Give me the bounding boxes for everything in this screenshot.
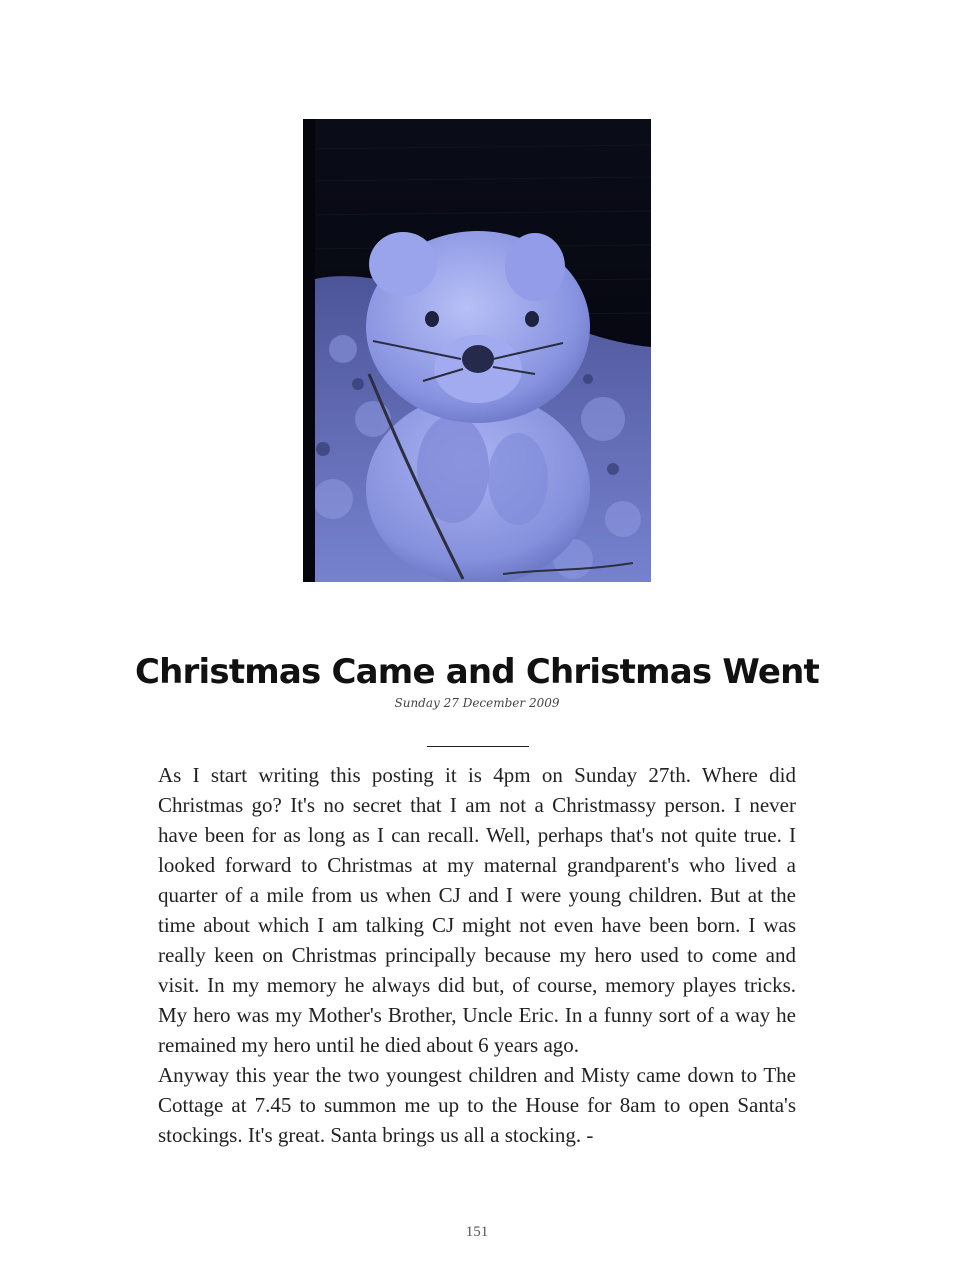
title-separator — [427, 746, 529, 747]
post-date: Sunday 27 December 2009 — [394, 696, 560, 710]
page-number: 151 — [465, 1224, 489, 1240]
paragraph: As I start writing this posting it is 4pm on Sunday 27th. Where did Christmas go? It's no secret that I am not a Christmassy person. I never have been for as long as I can recall. Well, perhaps that's not quite true. I looked forward to Christmas at my maternal grandparent's who lived a quarter of a mile from us when CJ and I were young children. But at the time about which I am talking CJ might not even have been born. I was really keen on Christmas principally because my hero used to come and visit. In my memory he always did but, of course, memory playes tricks. My hero was my Mother's Brother, Uncle Eric. In a funny sort of a way he remained my hero until he died about 6 years ago. — [158, 763, 796, 1057]
snow-bear-photo — [303, 119, 651, 582]
snow-bear-icon — [303, 119, 651, 582]
post-body — [158, 760, 796, 1150]
post-title: Christmas Came and Christmas Went — [135, 652, 819, 692]
paragraph: Anyway this year the two youngest children and Misty came down to The Cottage at 7.45 to summon me up to the House for 8am to open Santa's stockings. It's great. Santa brings us all a stocking. - — [158, 1063, 796, 1147]
